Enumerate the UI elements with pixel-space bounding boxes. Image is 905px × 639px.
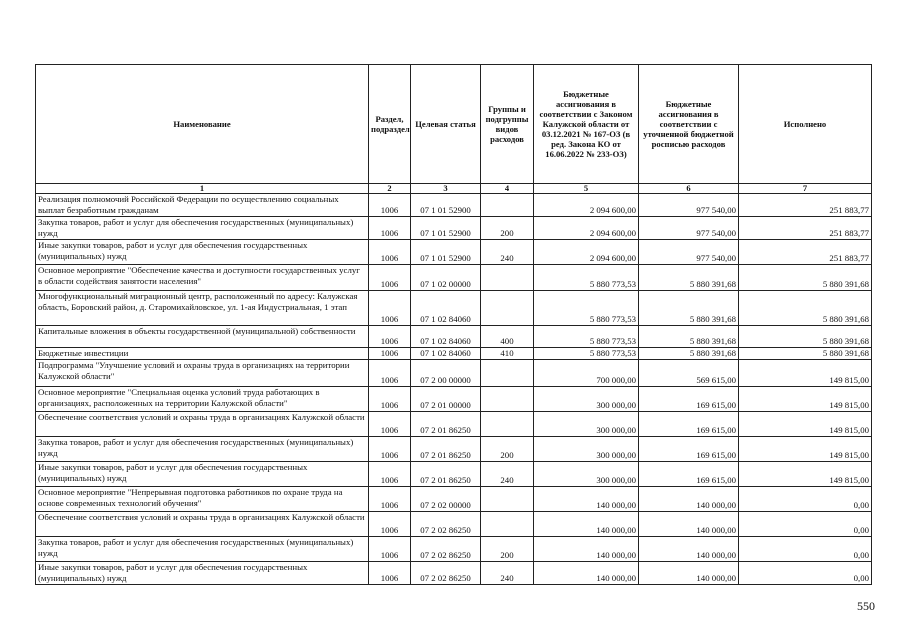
cell-section: 1006 <box>369 512 411 537</box>
cell-executed: 149 815,00 <box>739 412 872 437</box>
cell-name: Обеспечение соответствия условий и охраны труда в организациях Калужской области <box>36 412 369 437</box>
cell-section: 1006 <box>369 562 411 585</box>
table-row <box>36 240 872 265</box>
cell-name: Иные закупки товаров, работ и услуг для обеспечения государственных (муниципальных) нужд <box>36 462 369 487</box>
cell-executed: 251 883,77 <box>739 194 872 217</box>
cell-refined: 169 615,00 <box>639 462 739 487</box>
cell-group: 240 <box>481 462 534 487</box>
cell-name: Основное мероприятие "Специальная оценка условий труда работающих в организациях, расположенных на территории Калужской области" <box>36 387 369 412</box>
cell-law: 140 000,00 <box>534 512 639 537</box>
table-row <box>36 265 872 291</box>
cell-target: 07 1 02 84060 <box>411 348 481 360</box>
cell-law: 5 880 773,53 <box>534 348 639 360</box>
cell-name: Иные закупки товаров, работ и услуг для обеспечения государственных (муниципальных) нужд <box>36 562 369 585</box>
table-row <box>36 291 872 326</box>
header-row <box>36 65 872 184</box>
cell-target: 07 2 02 86250 <box>411 537 481 562</box>
cell-group: 410 <box>481 348 534 360</box>
table-body <box>36 194 872 585</box>
cell-refined: 140 000,00 <box>639 537 739 562</box>
cell-refined: 140 000,00 <box>639 512 739 537</box>
cell-section: 1006 <box>369 437 411 462</box>
cell-name: Закупка товаров, работ и услуг для обеспечения государственных (муниципальных) нужд <box>36 437 369 462</box>
table-row <box>36 437 872 462</box>
cell-law: 700 000,00 <box>534 360 639 387</box>
cell-section: 1006 <box>369 360 411 387</box>
cell-refined: 5 880 391,68 <box>639 326 739 348</box>
cell-target: 07 1 01 52900 <box>411 240 481 265</box>
cell-executed: 149 815,00 <box>739 437 872 462</box>
cell-group <box>481 487 534 512</box>
cell-target: 07 2 01 00000 <box>411 387 481 412</box>
cell-target: 07 1 02 84060 <box>411 326 481 348</box>
cell-name: Подпрограмма "Улучшение условий и охраны труда в организациях на территории Калужской области" <box>36 360 369 387</box>
cell-refined: 5 880 391,68 <box>639 291 739 326</box>
cell-law: 300 000,00 <box>534 437 639 462</box>
table-row <box>36 512 872 537</box>
cell-target: 07 1 02 84060 <box>411 291 481 326</box>
cell-refined: 977 540,00 <box>639 240 739 265</box>
cell-name: Иные закупки товаров, работ и услуг для обеспечения государственных (муниципальных) нужд <box>36 240 369 265</box>
cell-target: 07 1 01 52900 <box>411 194 481 217</box>
cell-target: 07 2 02 00000 <box>411 487 481 512</box>
cell-section: 1006 <box>369 265 411 291</box>
col-number: 2 <box>369 184 411 194</box>
cell-refined: 977 540,00 <box>639 194 739 217</box>
cell-refined: 5 880 391,68 <box>639 265 739 291</box>
table-row <box>36 462 872 487</box>
cell-executed: 251 883,77 <box>739 217 872 240</box>
cell-refined: 569 615,00 <box>639 360 739 387</box>
cell-executed: 0,00 <box>739 537 872 562</box>
table-row <box>36 562 872 585</box>
cell-refined: 140 000,00 <box>639 487 739 512</box>
cell-section: 1006 <box>369 291 411 326</box>
cell-law: 300 000,00 <box>534 387 639 412</box>
cell-name: Основное мероприятие "Обеспечение качества и доступности государственных услуг в области содействия занятости населения" <box>36 265 369 291</box>
cell-target: 07 2 01 86250 <box>411 412 481 437</box>
cell-target: 07 2 02 86250 <box>411 512 481 537</box>
cell-refined: 977 540,00 <box>639 217 739 240</box>
cell-law: 140 000,00 <box>534 487 639 512</box>
cell-law: 2 094 600,00 <box>534 240 639 265</box>
header-law-allocations: Бюджетные ассигнования в соответствии с Законом Калужской области от 03.12.2021 № 167-ОЗ (в ред. Закона КО от 16.06.2022 № 233-ОЗ) <box>534 65 639 184</box>
cell-group <box>481 412 534 437</box>
col-number: 6 <box>639 184 739 194</box>
header-refined-allocations: Бюджетные ассигнования в соответствии с уточненной бюджетной росписью расходов <box>639 65 739 184</box>
cell-section: 1006 <box>369 240 411 265</box>
cell-target: 07 1 01 52900 <box>411 217 481 240</box>
cell-group: 200 <box>481 437 534 462</box>
cell-group <box>481 512 534 537</box>
cell-executed: 5 880 391,68 <box>739 291 872 326</box>
cell-target: 07 2 01 86250 <box>411 462 481 487</box>
cell-section: 1006 <box>369 487 411 512</box>
cell-refined: 140 000,00 <box>639 562 739 585</box>
table-row <box>36 387 872 412</box>
cell-refined: 169 615,00 <box>639 387 739 412</box>
table-row <box>36 360 872 387</box>
cell-executed: 5 880 391,68 <box>739 348 872 360</box>
cell-law: 2 094 600,00 <box>534 194 639 217</box>
cell-target: 07 2 02 86250 <box>411 562 481 585</box>
cell-group: 400 <box>481 326 534 348</box>
cell-section: 1006 <box>369 412 411 437</box>
header-group: Группы и подгруппы видов расходов <box>481 65 534 184</box>
cell-law: 5 880 773,53 <box>534 265 639 291</box>
cell-executed: 0,00 <box>739 512 872 537</box>
cell-section: 1006 <box>369 387 411 412</box>
col-number: 3 <box>411 184 481 194</box>
cell-name: Закупка товаров, работ и услуг для обеспечения государственных (муниципальных) нужд <box>36 537 369 562</box>
cell-law: 2 094 600,00 <box>534 217 639 240</box>
cell-law: 5 880 773,53 <box>534 291 639 326</box>
header-name: Наименование <box>36 65 369 184</box>
budget-table <box>35 64 872 585</box>
header-executed: Исполнено <box>739 65 872 184</box>
cell-section: 1006 <box>369 348 411 360</box>
cell-group <box>481 291 534 326</box>
cell-group <box>481 265 534 291</box>
table-row <box>36 537 872 562</box>
cell-law: 300 000,00 <box>534 412 639 437</box>
cell-target: 07 2 00 00000 <box>411 360 481 387</box>
cell-executed: 149 815,00 <box>739 462 872 487</box>
cell-group <box>481 360 534 387</box>
cell-executed: 5 880 391,68 <box>739 265 872 291</box>
page-number: 550 <box>857 599 875 613</box>
cell-section: 1006 <box>369 194 411 217</box>
cell-law: 140 000,00 <box>534 537 639 562</box>
cell-section: 1006 <box>369 326 411 348</box>
table-row <box>36 217 872 240</box>
col-number: 4 <box>481 184 534 194</box>
cell-group <box>481 194 534 217</box>
cell-name: Обеспечение соответствия условий и охраны труда в организациях Калужской области <box>36 512 369 537</box>
cell-target: 07 2 01 86250 <box>411 437 481 462</box>
cell-law: 300 000,00 <box>534 462 639 487</box>
header-section: Раздел, подраздел <box>369 65 411 184</box>
cell-group: 200 <box>481 537 534 562</box>
table-row <box>36 487 872 512</box>
cell-section: 1006 <box>369 217 411 240</box>
cell-executed: 251 883,77 <box>739 240 872 265</box>
table-row <box>36 194 872 217</box>
cell-executed: 149 815,00 <box>739 360 872 387</box>
cell-group: 200 <box>481 217 534 240</box>
cell-group: 240 <box>481 562 534 585</box>
cell-refined: 5 880 391,68 <box>639 348 739 360</box>
cell-executed: 149 815,00 <box>739 387 872 412</box>
table-row <box>36 348 872 360</box>
cell-section: 1006 <box>369 537 411 562</box>
header-target: Целевая статья <box>411 65 481 184</box>
table-row <box>36 326 872 348</box>
cell-refined: 169 615,00 <box>639 412 739 437</box>
cell-group: 240 <box>481 240 534 265</box>
cell-law: 5 880 773,53 <box>534 326 639 348</box>
col-number: 7 <box>739 184 872 194</box>
cell-name: Закупка товаров, работ и услуг для обеспечения государственных (муниципальных) нужд <box>36 217 369 240</box>
cell-section: 1006 <box>369 462 411 487</box>
table-row <box>36 412 872 437</box>
cell-executed: 0,00 <box>739 562 872 585</box>
cell-name: Капитальные вложения в объекты государственной (муниципальной) собственности <box>36 326 369 348</box>
column-number-row <box>36 184 872 194</box>
col-number: 1 <box>36 184 369 194</box>
cell-group <box>481 387 534 412</box>
cell-executed: 0,00 <box>739 487 872 512</box>
cell-name: Реализация полномочий Российской Федерации по осуществлению социальных выплат безработным гражданам <box>36 194 369 217</box>
cell-refined: 169 615,00 <box>639 437 739 462</box>
col-number: 5 <box>534 184 639 194</box>
cell-name: Основное мероприятие "Непрерывная подготовка работников по охране труда на основе современных технологий обучения" <box>36 487 369 512</box>
cell-executed: 5 880 391,68 <box>739 326 872 348</box>
cell-name: Бюджетные инвестиции <box>36 348 369 360</box>
cell-law: 140 000,00 <box>534 562 639 585</box>
cell-name: Многофункциональный миграционный центр, расположенный по адресу: Калужская область, Боровский район, д. Старомихайловское, ул. 1-ая Индустриальная, 1 этап <box>36 291 369 326</box>
cell-target: 07 1 02 00000 <box>411 265 481 291</box>
